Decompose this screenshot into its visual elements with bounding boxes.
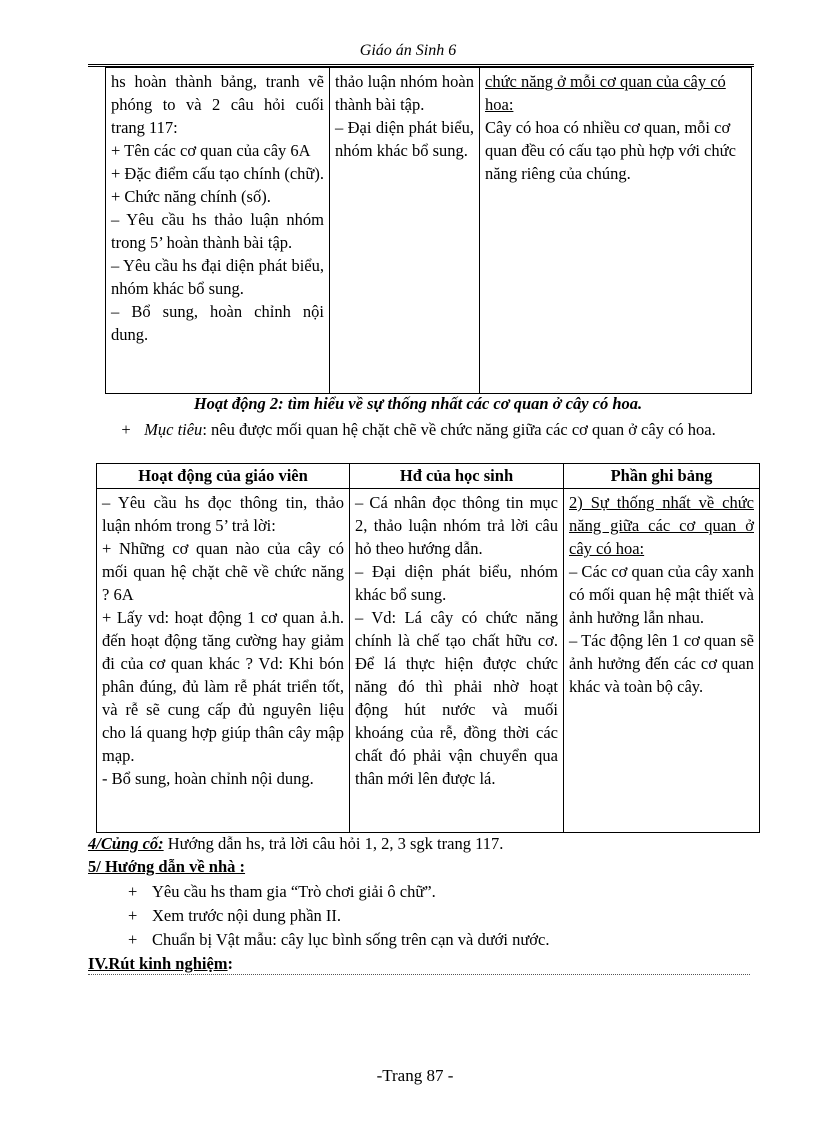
page-number: -Trang 87 - — [376, 1066, 454, 1085]
experience-colon: : — [227, 954, 234, 973]
activity2-table — [96, 463, 760, 833]
list-item: – Đại diện phát biểu, nhóm khác bổ sung. — [355, 562, 558, 604]
list-item: + Tên các cơ quan của cây 6A — [111, 141, 311, 160]
board-heading: chức năng ở mỗi cơ quan của cây có hoa: — [485, 72, 726, 114]
homework-label — [88, 856, 245, 878]
list-item: + Chức năng chính (số). — [111, 187, 271, 206]
activity2-title: Hoạt động 2: tìm hiểu về sự thống nhất các cơ quan ở cây có hoa. — [193, 394, 643, 413]
board-notes-cell — [480, 68, 752, 394]
list-item: – Các cơ quan của cây xanh có mối quan hệ mật thiết và ảnh hưởng lẫn nhau. — [569, 562, 754, 627]
teacher-activity-cell — [97, 489, 350, 833]
list-item — [128, 881, 436, 903]
column-header-teacher: Hoạt động của giáo viên — [97, 464, 350, 489]
list-item: hs hoàn thành bảng, tranh vẽ phóng to và 2 câu hỏi cuối trang 117: — [111, 72, 324, 137]
activity2-objective — [88, 418, 758, 441]
list-item: – Bổ sung, hoàn chỉnh nội dung. — [111, 302, 324, 344]
objective-label: Mục tiêu — [144, 420, 203, 439]
list-item: + Đặc điểm cấu tạo chính (chữ). — [111, 164, 324, 183]
homework-item-3: Chuẩn bị Vật mẫu: cây lục bình sống trên cạn và dưới nước. — [152, 930, 550, 949]
student-activity-cell — [350, 489, 564, 833]
list-item: + Những cơ quan nào của cây có mối quan hệ chặt chẽ về chức năng ? 6A — [102, 539, 344, 604]
student-activity-cell — [330, 68, 480, 394]
list-item: – Yêu cầu hs đại diện phát biểu, nhóm khác bổ sung. — [111, 256, 324, 298]
experience-line — [88, 953, 233, 975]
column-header-student: Hđ của học sinh — [350, 464, 564, 489]
board-heading: 2) Sự thống nhất về chức năng giữa các cơ quan ở cây có hoa: — [569, 493, 754, 558]
list-item: – Yêu cầu hs thảo luận nhóm trong 5’ hoàn thành bài tập. — [111, 210, 324, 252]
list-item: thảo luận nhóm hoàn thành bài tập. — [335, 72, 474, 114]
board-text: Cây có hoa có nhiều cơ quan, mỗi cơ quan đều có cấu tạo phù hợp với chức năng riêng của chúng. — [485, 118, 736, 183]
board-notes-cell — [564, 489, 760, 833]
page-header: Giáo án Sinh 6 — [359, 42, 457, 59]
list-item: + Lấy vd: hoạt động 1 cơ quan ả.h. đến hoạt động tăng cường hay giảm đi của cơ quan khác ? Vd: Khi bón phân đúng, đủ làm rễ phát triển tốt, và rễ sẽ cung cấp đủ nguyên liệu cho lá quang hợp giúp thân cây mập mạp. — [102, 608, 344, 765]
list-item: – Đại diện phát biểu, nhóm khác bổ sung. — [335, 118, 474, 160]
list-item: – Tác động lên 1 cơ quan sẽ ảnh hưởng đến các cơ quan khác và toàn bộ cây. — [569, 631, 754, 696]
list-item: – Cá nhân đọc thông tin mục 2, thảo luận nhóm trả lời câu hỏ theo hướng dẫn. — [355, 493, 558, 558]
consolidation-label: 4/Củng cố: — [88, 834, 164, 853]
experience-label: IV.Rút kinh nghiệm — [88, 954, 228, 973]
list-item: – Yêu cầu hs đọc thông tin, thảo luận nhóm trong 5’ trả lời: — [102, 493, 344, 535]
activity1-table-continued — [105, 67, 752, 394]
list-item: - Bổ sung, hoàn chỉnh nội dung. — [102, 769, 314, 788]
list-item — [128, 905, 341, 927]
column-header-board: Phần ghi bảng — [564, 464, 760, 489]
bullet-marker: + — [128, 882, 138, 901]
objective-text: : nêu được mối quan hệ chặt chẽ về chức năng giữa các cơ quan ở cây có hoa. — [202, 420, 716, 439]
dotted-writing-line — [88, 974, 750, 975]
bullet-marker: + — [128, 930, 138, 949]
homework-item-1: Yêu cầu hs tham gia “Trò chơi giải ô chữ”. — [152, 882, 436, 901]
homework-item-2: Xem trước nội dung phần II. — [152, 906, 342, 925]
bullet-marker: + — [121, 420, 131, 439]
consolidation-text: Hướng dẫn hs, trả lời câu hỏi 1, 2, 3 sgk trang 117. — [163, 834, 504, 853]
consolidation-line — [88, 833, 503, 855]
teacher-activity-cell — [106, 68, 330, 394]
list-item: – Vd: Lá cây có chức năng chính là chế tạo chất hữu cơ. Để lá thực hiện được chức năng đó thì phải nhờ hoạt động hút nước và muối khoáng của rễ, đồng thời các chất đó phải vận chuyển qua thân mới lên được lá. — [355, 608, 558, 788]
homework-heading: 5/ Hướng dẫn về nhà : — [88, 857, 246, 876]
list-item — [128, 929, 549, 951]
bullet-marker: + — [128, 906, 138, 925]
